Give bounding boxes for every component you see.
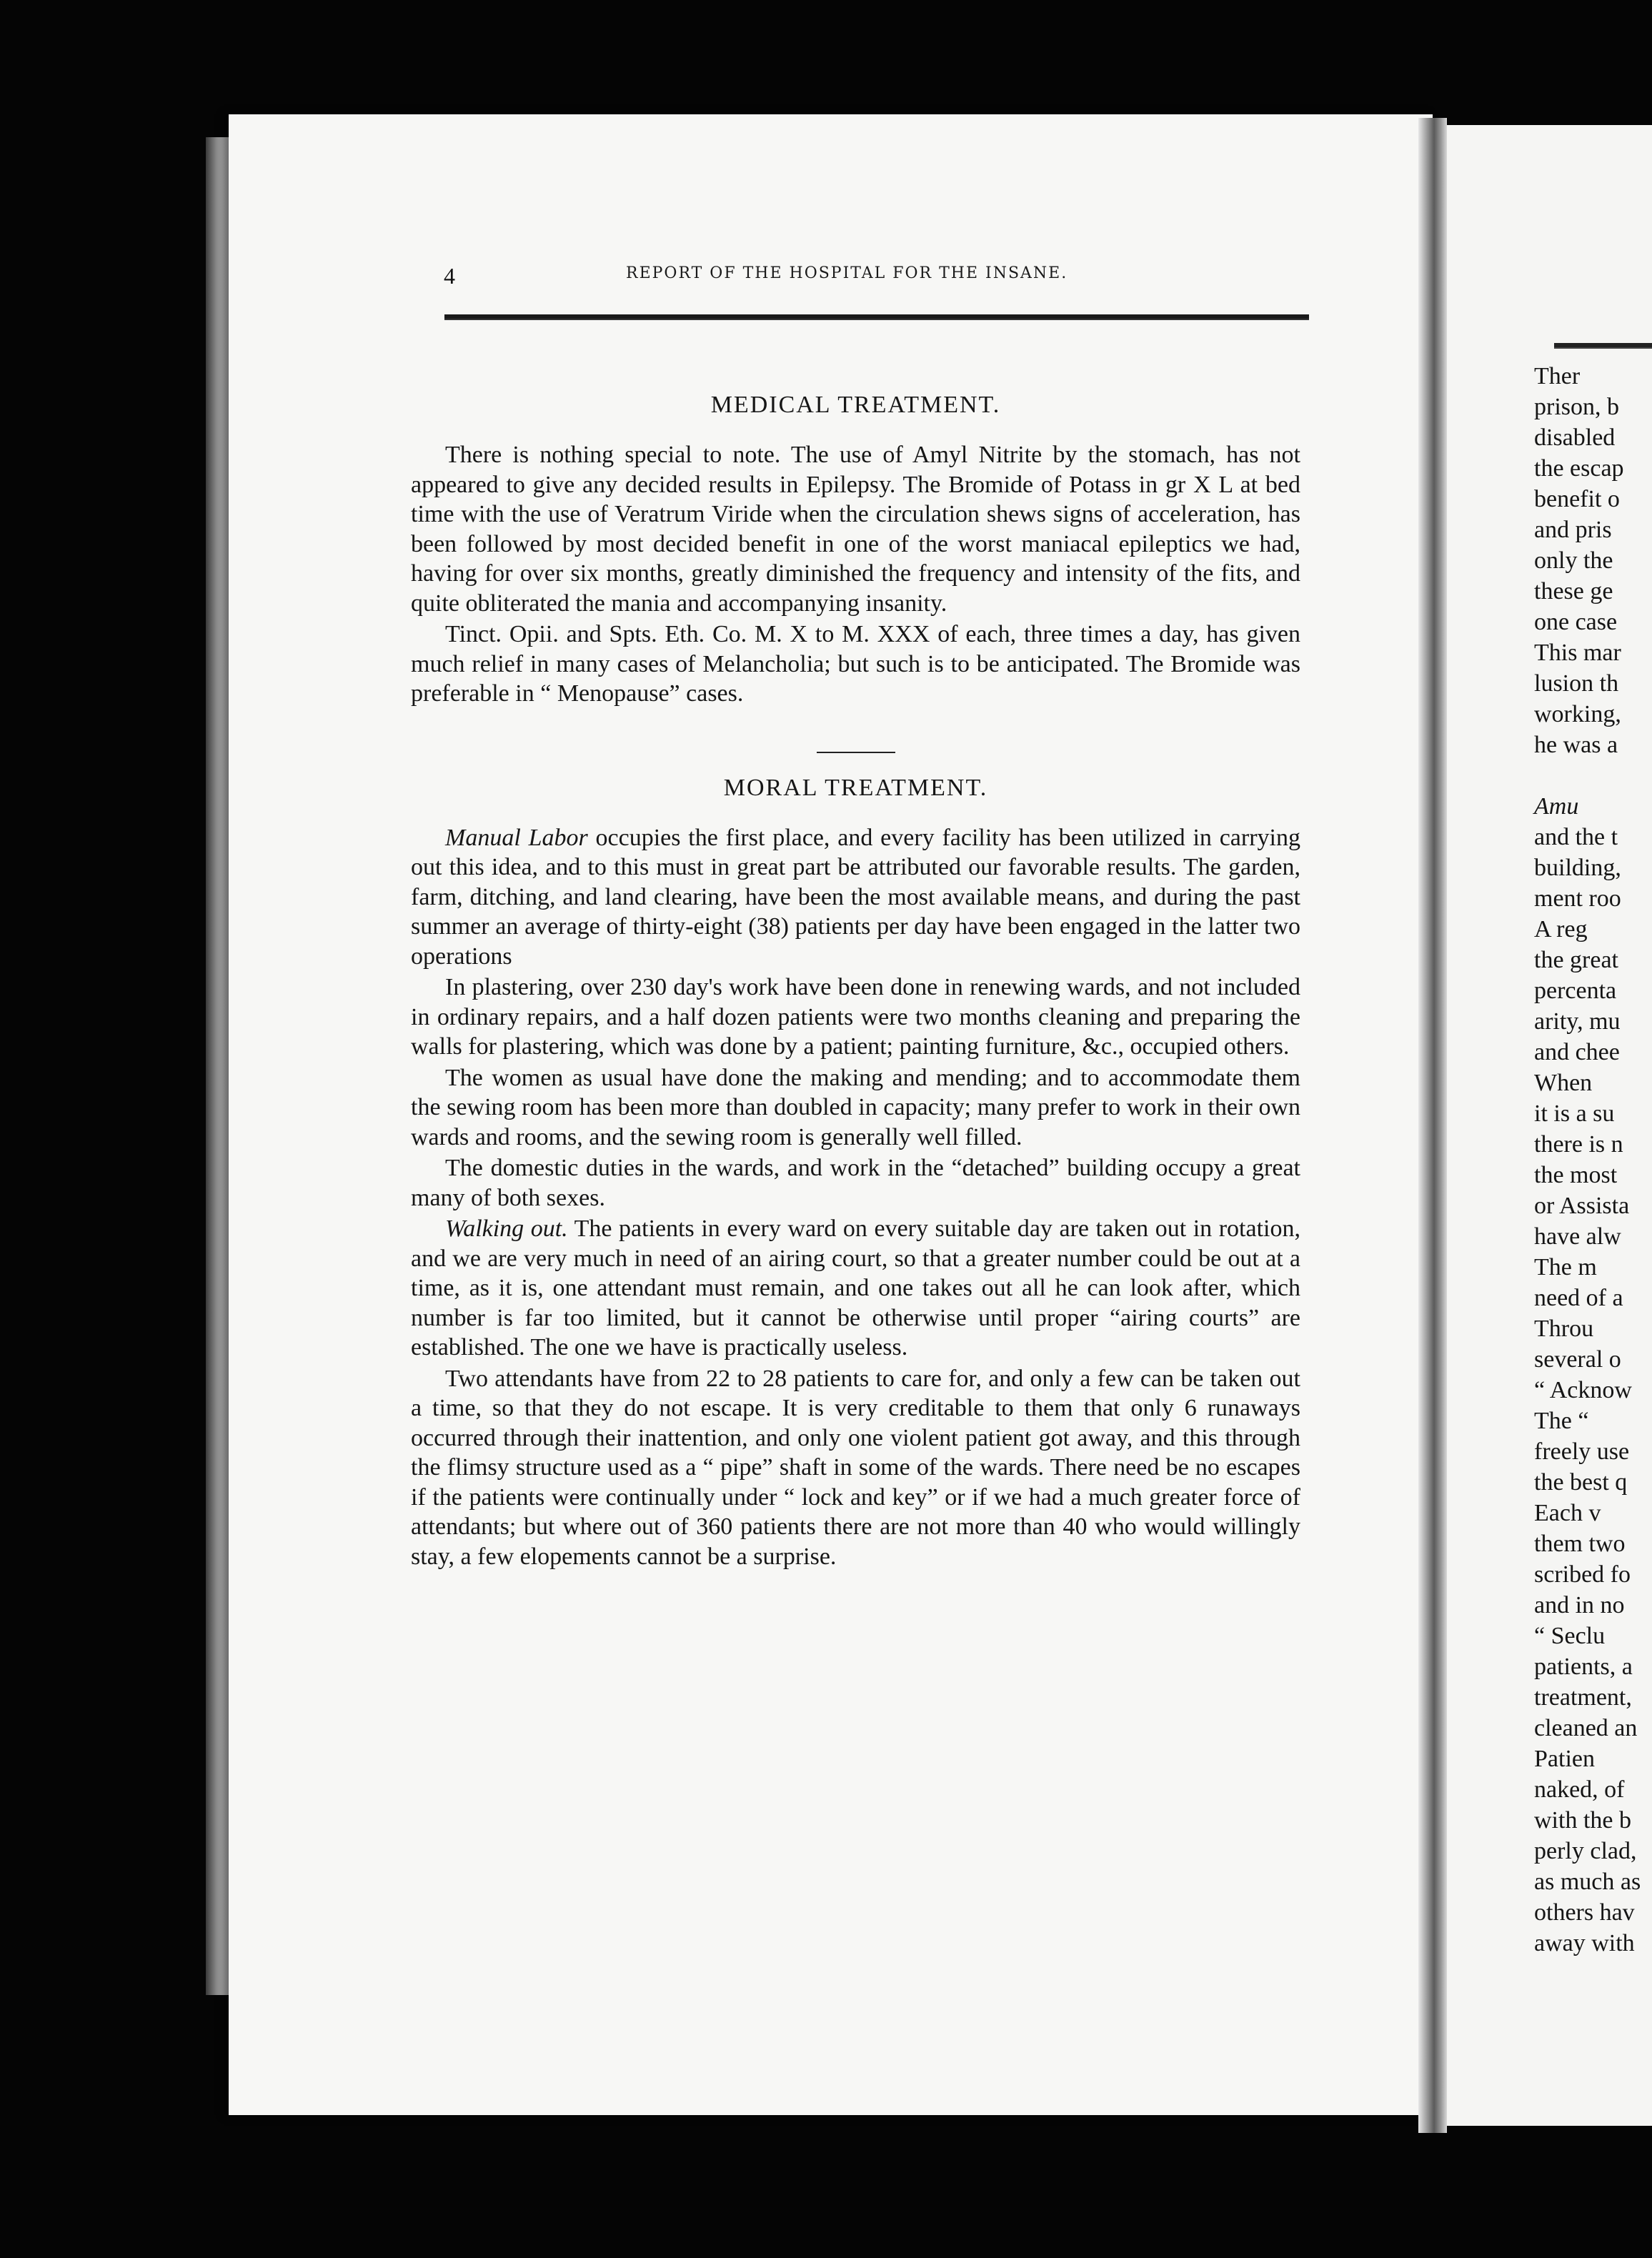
right-page-line: building, (1534, 855, 1621, 881)
right-page-line: The “ (1534, 1408, 1589, 1434)
right-page-line: naked, of (1534, 1776, 1625, 1803)
right-page-line: prison, b (1534, 394, 1619, 420)
right-page-line: it is a su (1534, 1100, 1615, 1127)
right-page-line: arity, mu (1534, 1008, 1621, 1035)
right-page-line: only the (1534, 547, 1613, 574)
right-page-line: disabled (1534, 424, 1616, 451)
right-page-line: and the t (1534, 824, 1618, 850)
section-title-medical: MEDICAL TREATMENT. (710, 392, 1001, 418)
right-page-line: freely use (1534, 1438, 1630, 1465)
section-divider (817, 752, 895, 753)
right-page-line: away with (1534, 1930, 1635, 1956)
right-page-line: there is n (1534, 1131, 1623, 1158)
right-page-line: Each v (1534, 1500, 1601, 1526)
paragraph: Tinct. Opii. and Spts. Eth. Co. M. X to M. XXX of each, three times a day, has given much relief in many cases of Melancholia; but such is to be anticipated. The Bromide was preferable in “ Menopause” cases. (411, 621, 1300, 707)
right-page-header-rule (1554, 343, 1652, 349)
right-page-line: The m (1534, 1254, 1597, 1280)
right-page-line: “ Acknow (1534, 1377, 1632, 1403)
right-page-line: he was a (1534, 732, 1618, 758)
right-page-line: others hav (1534, 1899, 1635, 1926)
right-page-line: cleaned an (1534, 1715, 1638, 1741)
running-header: REPORT OF THE HOSPITAL FOR THE INSANE. (626, 264, 1068, 282)
paragraph: There is nothing special to note. The use of Amyl Nitrite by the stomach, has not appeared to give any decided results in Epilepsy. The Bromide of Potass in gr X L at bed time with the use of Veratrum Viride when the circulation shews signs of acceleration, has been followed by most decided benefit in one of the worst maniacal epileptics we had, having for over six months, greatly diminished the frequency and intensity of the fits, and quite obliterated the mania and accompanying insanity. (411, 442, 1300, 617)
right-page-line: Amu (1534, 793, 1579, 820)
paragraph: In plastering, over 230 day's work have been done in renewing wards, and not included in ordinary repairs, and a half dozen patients were two months cleaning and preparing the walls for plastering, which was done by a patient; painting furniture, &c., occupied others. (411, 974, 1300, 1060)
right-page-line: benefit o (1534, 486, 1620, 512)
right-page-line: and chee (1534, 1039, 1620, 1065)
page-content (411, 372, 1300, 1571)
right-page-line: and in no (1534, 1592, 1625, 1618)
paragraph: Manual Labor occupies the first place, and every facility has been utilized in carrying out this idea, and to this must in great part be attributed our favorable results. The garden, farm, ditching, and land clearing, have been the most available means, and during the past summer an average of thirty-eight (38) patients per day have been engaged in the latter two operations (411, 824, 1300, 970)
right-page-line: ment roo (1534, 885, 1621, 912)
right-page-line: “ Seclu (1534, 1623, 1606, 1649)
paragraph: Two attendants have from 22 to 28 patients to care for, and only a few can be taken out a time, so that they do not escape. It is very creditable to them that only 6 runaways occurred through their inattention, and only one violent patient got away, and this through the flimsy structure used as a “ pipe” shaft in some of the wards. There need be no escapes if the patients were continually under “ lock and key” or if we had a much greater force of attendants; but where out of 360 patients there are not more than 40 who would willingly stay, a few elopements cannot be a surprise. (411, 1365, 1300, 1570)
right-page-line: A reg (1534, 916, 1588, 943)
right-page-line: as much as (1534, 1869, 1641, 1895)
right-page-line: Ther (1534, 363, 1581, 389)
right-page-line (1534, 760, 1652, 791)
right-page-line: Throu (1534, 1315, 1594, 1342)
right-page-line: perly clad, (1534, 1838, 1637, 1864)
right-page-line: patients, a (1534, 1653, 1633, 1680)
right-page-line: scribed fo (1534, 1561, 1631, 1588)
right-page-line: and pris (1534, 517, 1612, 543)
right-page (1447, 125, 1652, 2126)
section-title-moral: MORAL TREATMENT. (723, 774, 988, 801)
page-number: 4 (444, 263, 455, 289)
right-page-line: treatment, (1534, 1684, 1632, 1711)
header-rule (444, 314, 1309, 320)
right-page-line: working, (1534, 701, 1621, 727)
right-page-line: This mar (1534, 640, 1621, 666)
paragraph: Walking out. The patients in every ward on every suitable day are taken out in rotation, and we are very much in need of an airing court, so that a greater number could be out at a time, as it is, one attendant must remain, and one takes out all he can look after, which number is far too limited, but it cannot be otherwise until proper “airing courts” are established. The one we have is practically useless. (411, 1215, 1300, 1361)
right-page-line: percenta (1534, 978, 1617, 1004)
right-page-line: the most (1534, 1162, 1618, 1188)
right-page-line: several o (1534, 1346, 1621, 1373)
right-page-text (1534, 361, 1652, 1959)
right-page-line: them two (1534, 1531, 1626, 1557)
right-page-line: have alw (1534, 1223, 1621, 1250)
right-page-line: the escap (1534, 455, 1624, 482)
right-page-line: with the b (1534, 1807, 1631, 1834)
right-page-line: one case (1534, 609, 1618, 635)
paragraph: The domestic duties in the wards, and work in the “detached” building occupy a great many of both sexes. (411, 1155, 1300, 1211)
right-page-line: the best q (1534, 1469, 1628, 1496)
right-page-line: or Assista (1534, 1193, 1630, 1219)
right-page-line: lusion th (1534, 670, 1619, 697)
book-gutter (1418, 118, 1447, 2133)
right-page-line: Patien (1534, 1746, 1595, 1772)
right-page-line: the great (1534, 947, 1618, 973)
right-page-line: When (1534, 1070, 1593, 1096)
right-page-line: need of a (1534, 1285, 1623, 1311)
paragraph: The women as usual have done the making and mending; and to accommodate them the sewing room has been more than doubled in capacity; many prefer to work in their own wards and rooms, and the sewing room is generally well filled. (411, 1064, 1300, 1150)
right-page-line: these ge (1534, 578, 1613, 605)
